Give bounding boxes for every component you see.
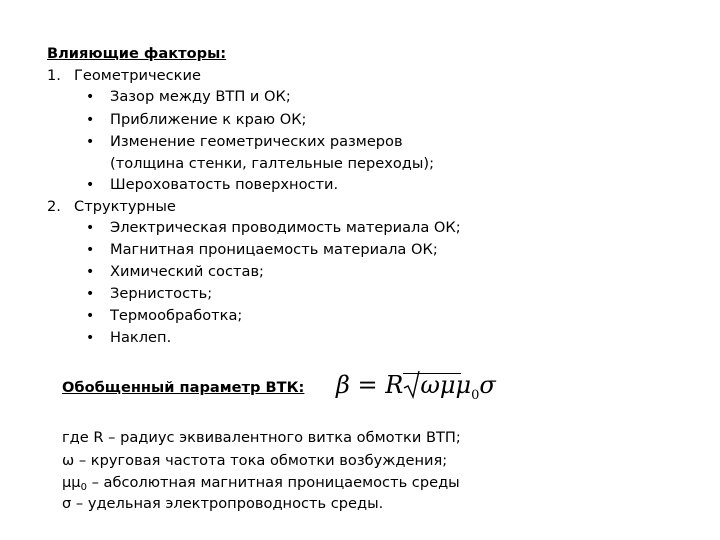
list-item: Электрическая проводимость материала ОК;: [110, 219, 461, 236]
formula-beta: β: [336, 371, 350, 399]
definition-mu-subscript: 0: [80, 482, 87, 493]
bullet-icon: •: [86, 112, 95, 128]
formula-subscript: 0: [471, 388, 480, 403]
list-item: Зернистость;: [110, 285, 213, 302]
formula-r: R: [385, 371, 404, 399]
bullet-icon: •: [86, 177, 95, 193]
group-2-number: 2.: [47, 198, 61, 215]
generalized-parameter-heading: Обобщенный параметр ВТК:: [62, 379, 305, 396]
definition-mu-prefix: μμ: [62, 474, 81, 491]
group-1-title: Геометрические: [74, 67, 201, 84]
sqrt-sign-icon: [403, 370, 420, 400]
formula-radicand: ωμμ: [420, 371, 472, 399]
list-item: Зазор между ВТП и ОК;: [110, 88, 291, 105]
list-item: Химический состав;: [110, 263, 264, 280]
bullet-icon: •: [86, 286, 95, 302]
list-item: Термообработка;: [110, 307, 243, 324]
list-item: Приближение к краю ОК;: [110, 111, 307, 128]
definition-mu-text: – абсолютная магнитная проницаемость среды: [86, 474, 460, 491]
bullet-icon: •: [86, 220, 95, 236]
bullet-icon: •: [86, 242, 95, 258]
sqrt-vinculum: [403, 373, 461, 374]
group-1-number: 1.: [47, 67, 61, 84]
definition-line: σ – удельная электропроводность среды.: [62, 495, 384, 512]
list-item-continuation: (толщина стенки, галтельные переходы);: [110, 155, 435, 172]
formula-equals: =: [357, 371, 378, 399]
bullet-icon: •: [86, 308, 95, 324]
formula: [336, 370, 496, 403]
bullet-icon: •: [86, 330, 95, 346]
influencing-factors-heading: Влияющие факторы:: [47, 45, 227, 62]
group-2-title: Структурные: [74, 198, 176, 215]
definition-line: ω – круговая частота тока обмотки возбуждения;: [62, 452, 448, 469]
definition-line: где R – радиус эквивалентного витка обмотки ВТП;: [62, 429, 461, 446]
list-item: Шероховатость поверхности.: [110, 176, 339, 193]
bullet-icon: •: [86, 89, 95, 105]
definition-line: [62, 476, 460, 493]
list-item: Наклеп.: [110, 329, 172, 346]
bullet-icon: •: [86, 264, 95, 280]
bullet-icon: •: [86, 134, 95, 150]
formula-sigma: σ: [479, 371, 496, 399]
list-item: Магнитная проницаемость материала ОК;: [110, 241, 438, 258]
list-item: Изменение геометрических размеров: [110, 133, 403, 150]
